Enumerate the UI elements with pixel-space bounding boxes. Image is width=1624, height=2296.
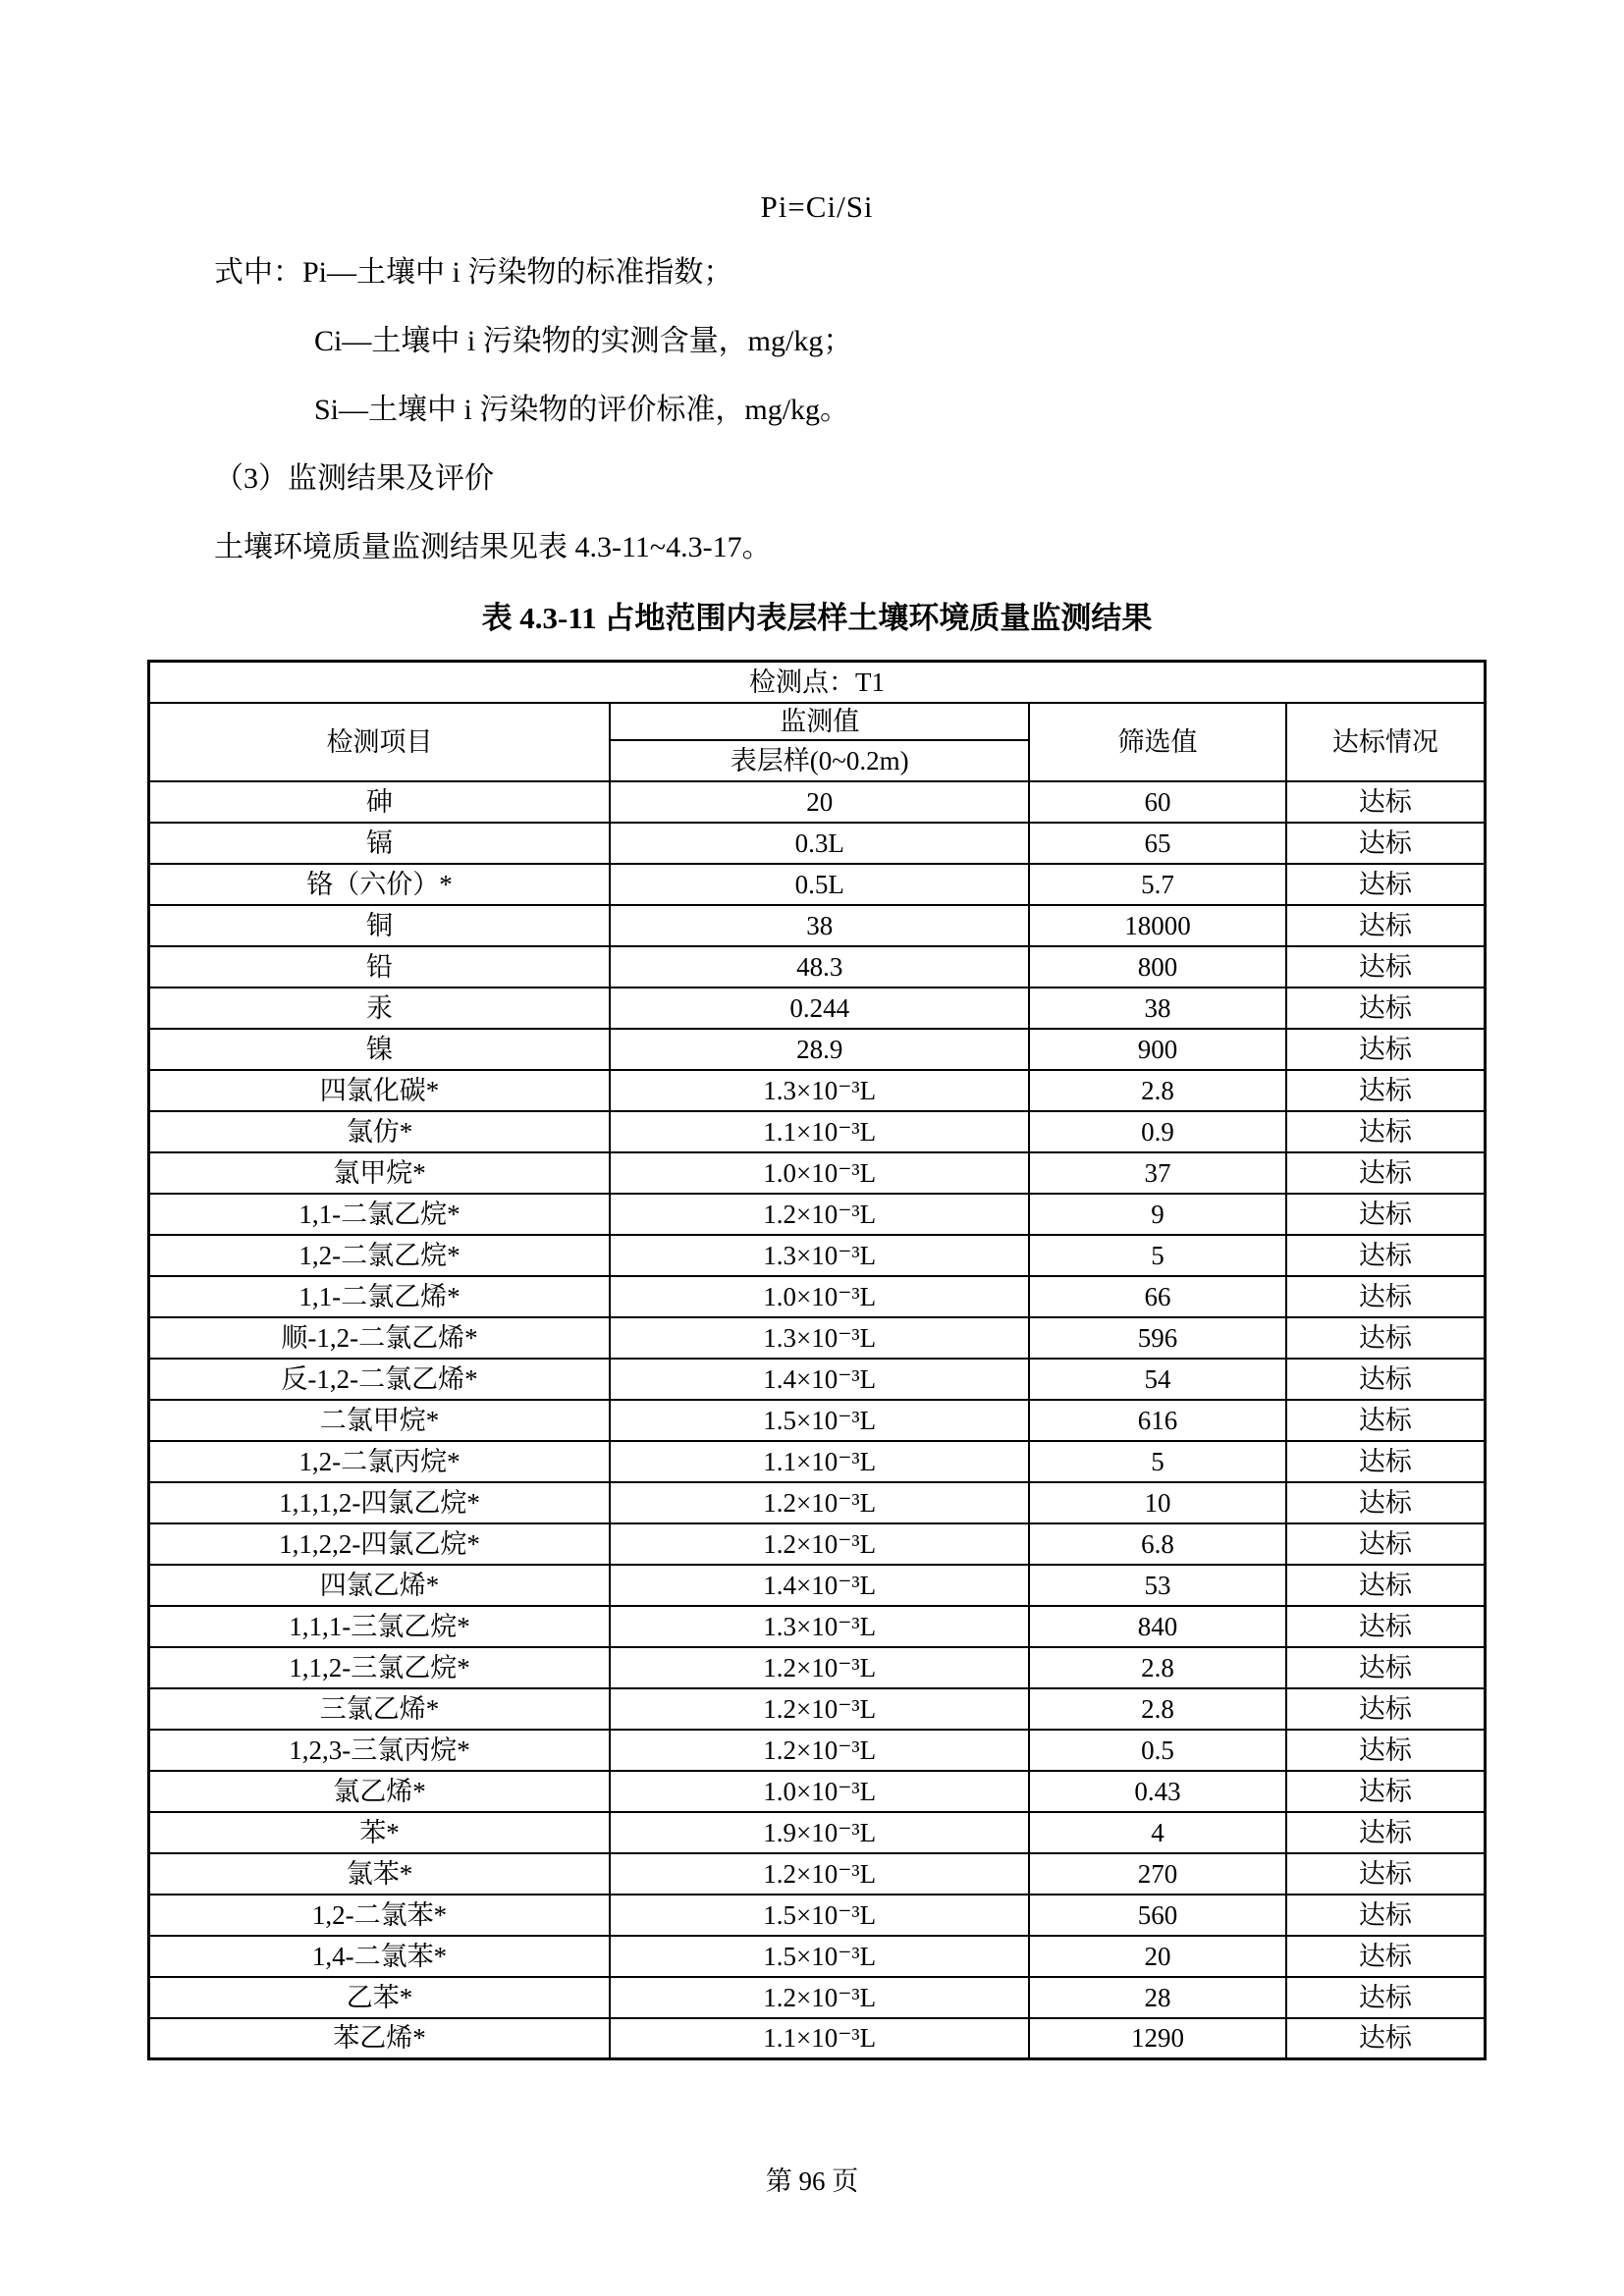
formula-note-si: Si—土壤中 i 污染物的评价标准，mg/kg。: [314, 394, 850, 426]
table-row: [149, 1235, 1486, 1276]
table-row: [149, 1317, 1486, 1359]
monitor-value-cell: 1.4×10⁻³L: [610, 1565, 1029, 1606]
item-cell: 1,1,2-三氯乙烷*: [149, 1647, 611, 1688]
monitor-value-cell: 1.3×10⁻³L: [610, 1235, 1029, 1276]
item-cell: 四氯乙烯*: [149, 1565, 611, 1606]
monitor-value-cell: 1.2×10⁻³L: [610, 1688, 1029, 1730]
item-cell: 二氯甲烷*: [149, 1400, 611, 1441]
status-cell: 达标: [1286, 1441, 1486, 1482]
item-cell: 1,1,1-三氯乙烷*: [149, 1606, 611, 1647]
status-cell: 达标: [1286, 864, 1486, 905]
table-row: [149, 1111, 1486, 1152]
status-cell: 达标: [1286, 1730, 1486, 1771]
table-row: [149, 1400, 1486, 1441]
table-row: [149, 988, 1486, 1029]
table-row: [149, 2018, 1486, 2059]
table-row: [149, 1853, 1486, 1895]
table-body: [149, 781, 1486, 2059]
header-row-top: [149, 703, 1486, 740]
screening-value-cell: 840: [1029, 1606, 1285, 1647]
monitor-value-cell: 1.2×10⁻³L: [610, 1647, 1029, 1688]
monitor-value-cell: 0.3L: [610, 823, 1029, 864]
item-cell: 镍: [149, 1029, 611, 1070]
monitor-value-cell: 1.0×10⁻³L: [610, 1276, 1029, 1317]
item-cell: 1,2-二氯苯*: [149, 1895, 611, 1936]
formula: Pi=Ci/Si: [760, 189, 874, 224]
item-cell: 苯*: [149, 1812, 611, 1853]
item-cell: 氯仿*: [149, 1111, 611, 1152]
site-row: [149, 662, 1486, 703]
screening-value-cell: 5.7: [1029, 864, 1285, 905]
item-cell: 1,2,3-三氯丙烷*: [149, 1730, 611, 1771]
site-label: 检测点：T1: [149, 662, 1486, 703]
status-cell: 达标: [1286, 2018, 1486, 2059]
monitor-value-cell: 38: [610, 905, 1029, 946]
screening-value-cell: 596: [1029, 1317, 1285, 1359]
formula-note-ci: Ci—土壤中 i 污染物的实测含量，mg/kg；: [314, 325, 853, 357]
table-row: [149, 1523, 1486, 1565]
monitor-value-cell: 1.5×10⁻³L: [610, 1936, 1029, 1977]
screening-value-cell: 28: [1029, 1977, 1285, 2018]
monitor-value-cell: 1.3×10⁻³L: [610, 1070, 1029, 1111]
table-row: [149, 1688, 1486, 1730]
status-cell: 达标: [1286, 1853, 1486, 1895]
monitor-value-cell: 0.244: [610, 988, 1029, 1029]
screening-value-cell: 9: [1029, 1194, 1285, 1235]
status-cell: 达标: [1286, 1606, 1486, 1647]
item-cell: 砷: [149, 781, 611, 823]
section-heading: （3）监测结果及评价: [214, 462, 494, 495]
table-row: [149, 1482, 1486, 1523]
monitor-value-cell: 1.1×10⁻³L: [610, 1111, 1029, 1152]
item-cell: 1,1-二氯乙烯*: [149, 1276, 611, 1317]
table-row: [149, 1565, 1486, 1606]
page-number: 第 96 页: [765, 2166, 859, 2196]
monitor-value-cell: 1.2×10⁻³L: [610, 1523, 1029, 1565]
status-cell: 达标: [1286, 1070, 1486, 1111]
screening-value-cell: 2.8: [1029, 1070, 1285, 1111]
table-row: [149, 1936, 1486, 1977]
monitor-value-cell: 1.2×10⁻³L: [610, 1730, 1029, 1771]
status-cell: 达标: [1286, 1688, 1486, 1730]
col-header-screening: 筛选值: [1029, 703, 1285, 781]
monitor-value-cell: 1.3×10⁻³L: [610, 1606, 1029, 1647]
intro-text: 土壤环境质量监测结果见表 4.3-11~4.3-17。: [214, 531, 772, 563]
item-cell: 1,2-二氯丙烷*: [149, 1441, 611, 1482]
status-cell: 达标: [1286, 946, 1486, 988]
status-cell: 达标: [1286, 823, 1486, 864]
table-row: [149, 1152, 1486, 1194]
screening-value-cell: 0.5: [1029, 1730, 1285, 1771]
status-cell: 达标: [1286, 1317, 1486, 1359]
screening-value-cell: 38: [1029, 988, 1285, 1029]
status-cell: 达标: [1286, 1235, 1486, 1276]
monitor-value-cell: 1.2×10⁻³L: [610, 1482, 1029, 1523]
screening-value-cell: 5: [1029, 1235, 1285, 1276]
status-cell: 达标: [1286, 1359, 1486, 1400]
monitor-value-cell: 20: [610, 781, 1029, 823]
col-header-monitor-group: 监测值: [610, 703, 1029, 740]
item-cell: 1,1-二氯乙烷*: [149, 1194, 611, 1235]
status-cell: 达标: [1286, 1936, 1486, 1977]
screening-value-cell: 560: [1029, 1895, 1285, 1936]
monitoring-table: [147, 660, 1487, 2060]
table-row: [149, 1812, 1486, 1853]
item-cell: 苯乙烯*: [149, 2018, 611, 2059]
status-cell: 达标: [1286, 1771, 1486, 1812]
screening-value-cell: 10: [1029, 1482, 1285, 1523]
item-cell: 1,1,1,2-四氯乙烷*: [149, 1482, 611, 1523]
table-row: [149, 1070, 1486, 1111]
status-cell: 达标: [1286, 1647, 1486, 1688]
table-row: [149, 1194, 1486, 1235]
status-cell: 达标: [1286, 1895, 1486, 1936]
monitor-value-cell: 1.1×10⁻³L: [610, 1441, 1029, 1482]
status-cell: 达标: [1286, 905, 1486, 946]
status-cell: 达标: [1286, 1276, 1486, 1317]
screening-value-cell: 270: [1029, 1853, 1285, 1895]
screening-value-cell: 2.8: [1029, 1647, 1285, 1688]
status-cell: 达标: [1286, 1977, 1486, 2018]
screening-value-cell: 5: [1029, 1441, 1285, 1482]
screening-value-cell: 37: [1029, 1152, 1285, 1194]
monitor-value-cell: 0.5L: [610, 864, 1029, 905]
monitor-value-cell: 1.2×10⁻³L: [610, 1194, 1029, 1235]
item-cell: 反-1,2-二氯乙烯*: [149, 1359, 611, 1400]
screening-value-cell: 54: [1029, 1359, 1285, 1400]
table-row: [149, 1730, 1486, 1771]
item-cell: 氯乙烯*: [149, 1771, 611, 1812]
item-cell: 四氯化碳*: [149, 1070, 611, 1111]
screening-value-cell: 616: [1029, 1400, 1285, 1441]
table-row: [149, 905, 1486, 946]
monitor-value-cell: 48.3: [610, 946, 1029, 988]
item-cell: 铜: [149, 905, 611, 946]
screening-value-cell: 65: [1029, 823, 1285, 864]
status-cell: 达标: [1286, 1194, 1486, 1235]
screening-value-cell: 0.9: [1029, 1111, 1285, 1152]
monitor-value-cell: 1.3×10⁻³L: [610, 1317, 1029, 1359]
status-cell: 达标: [1286, 1812, 1486, 1853]
item-cell: 顺-1,2-二氯乙烯*: [149, 1317, 611, 1359]
item-cell: 乙苯*: [149, 1977, 611, 2018]
screening-value-cell: 18000: [1029, 905, 1285, 946]
status-cell: 达标: [1286, 1111, 1486, 1152]
table-row: [149, 864, 1486, 905]
monitor-value-cell: 28.9: [610, 1029, 1029, 1070]
screening-value-cell: 1290: [1029, 2018, 1285, 2059]
col-header-compliance: 达标情况: [1286, 703, 1486, 781]
status-cell: 达标: [1286, 781, 1486, 823]
item-cell: 镉: [149, 823, 611, 864]
table-row: [149, 1276, 1486, 1317]
screening-value-cell: 900: [1029, 1029, 1285, 1070]
table-row: [149, 1029, 1486, 1070]
table-row: [149, 1895, 1486, 1936]
monitor-value-cell: 1.2×10⁻³L: [610, 1853, 1029, 1895]
col-header-monitor-sub: 表层样(0~0.2m): [610, 740, 1029, 781]
item-cell: 1,4-二氯苯*: [149, 1936, 611, 1977]
monitor-value-cell: 1.5×10⁻³L: [610, 1400, 1029, 1441]
table-title: 表 4.3-11 占地范围内表层样土壤环境质量监测结果: [481, 601, 1153, 635]
table-row: [149, 823, 1486, 864]
screening-value-cell: 2.8: [1029, 1688, 1285, 1730]
table-row: [149, 1771, 1486, 1812]
status-cell: 达标: [1286, 1400, 1486, 1441]
item-cell: 三氯乙烯*: [149, 1688, 611, 1730]
monitor-value-cell: 1.0×10⁻³L: [610, 1771, 1029, 1812]
table-row: [149, 1647, 1486, 1688]
monitor-value-cell: 1.4×10⁻³L: [610, 1359, 1029, 1400]
item-cell: 1,1,2,2-四氯乙烷*: [149, 1523, 611, 1565]
formula-note-pi: 式中：Pi—土壤中 i 污染物的标准指数；: [214, 256, 733, 289]
status-cell: 达标: [1286, 988, 1486, 1029]
screening-value-cell: 4: [1029, 1812, 1285, 1853]
monitor-value-cell: 1.0×10⁻³L: [610, 1152, 1029, 1194]
table-row: [149, 1441, 1486, 1482]
screening-value-cell: 53: [1029, 1565, 1285, 1606]
table-row: [149, 1606, 1486, 1647]
status-cell: 达标: [1286, 1565, 1486, 1606]
screening-value-cell: 60: [1029, 781, 1285, 823]
table-row: [149, 946, 1486, 988]
table-row: [149, 1359, 1486, 1400]
item-cell: 铅: [149, 946, 611, 988]
item-cell: 氯甲烷*: [149, 1152, 611, 1194]
status-cell: 达标: [1286, 1152, 1486, 1194]
monitor-value-cell: 1.1×10⁻³L: [610, 2018, 1029, 2059]
table-row: [149, 1977, 1486, 2018]
screening-value-cell: 800: [1029, 946, 1285, 988]
monitor-value-cell: 1.2×10⁻³L: [610, 1977, 1029, 2018]
monitor-value-cell: 1.5×10⁻³L: [610, 1895, 1029, 1936]
status-cell: 达标: [1286, 1523, 1486, 1565]
item-cell: 汞: [149, 988, 611, 1029]
screening-value-cell: 20: [1029, 1936, 1285, 1977]
monitor-value-cell: 1.9×10⁻³L: [610, 1812, 1029, 1853]
item-cell: 氯苯*: [149, 1853, 611, 1895]
table-head-section: [149, 662, 1486, 781]
item-cell: 1,2-二氯乙烷*: [149, 1235, 611, 1276]
screening-value-cell: 66: [1029, 1276, 1285, 1317]
status-cell: 达标: [1286, 1482, 1486, 1523]
screening-value-cell: 0.43: [1029, 1771, 1285, 1812]
item-cell: 铬（六价）*: [149, 864, 611, 905]
col-header-item: 检测项目: [149, 703, 611, 781]
screening-value-cell: 6.8: [1029, 1523, 1285, 1565]
status-cell: 达标: [1286, 1029, 1486, 1070]
table-row: [149, 781, 1486, 823]
